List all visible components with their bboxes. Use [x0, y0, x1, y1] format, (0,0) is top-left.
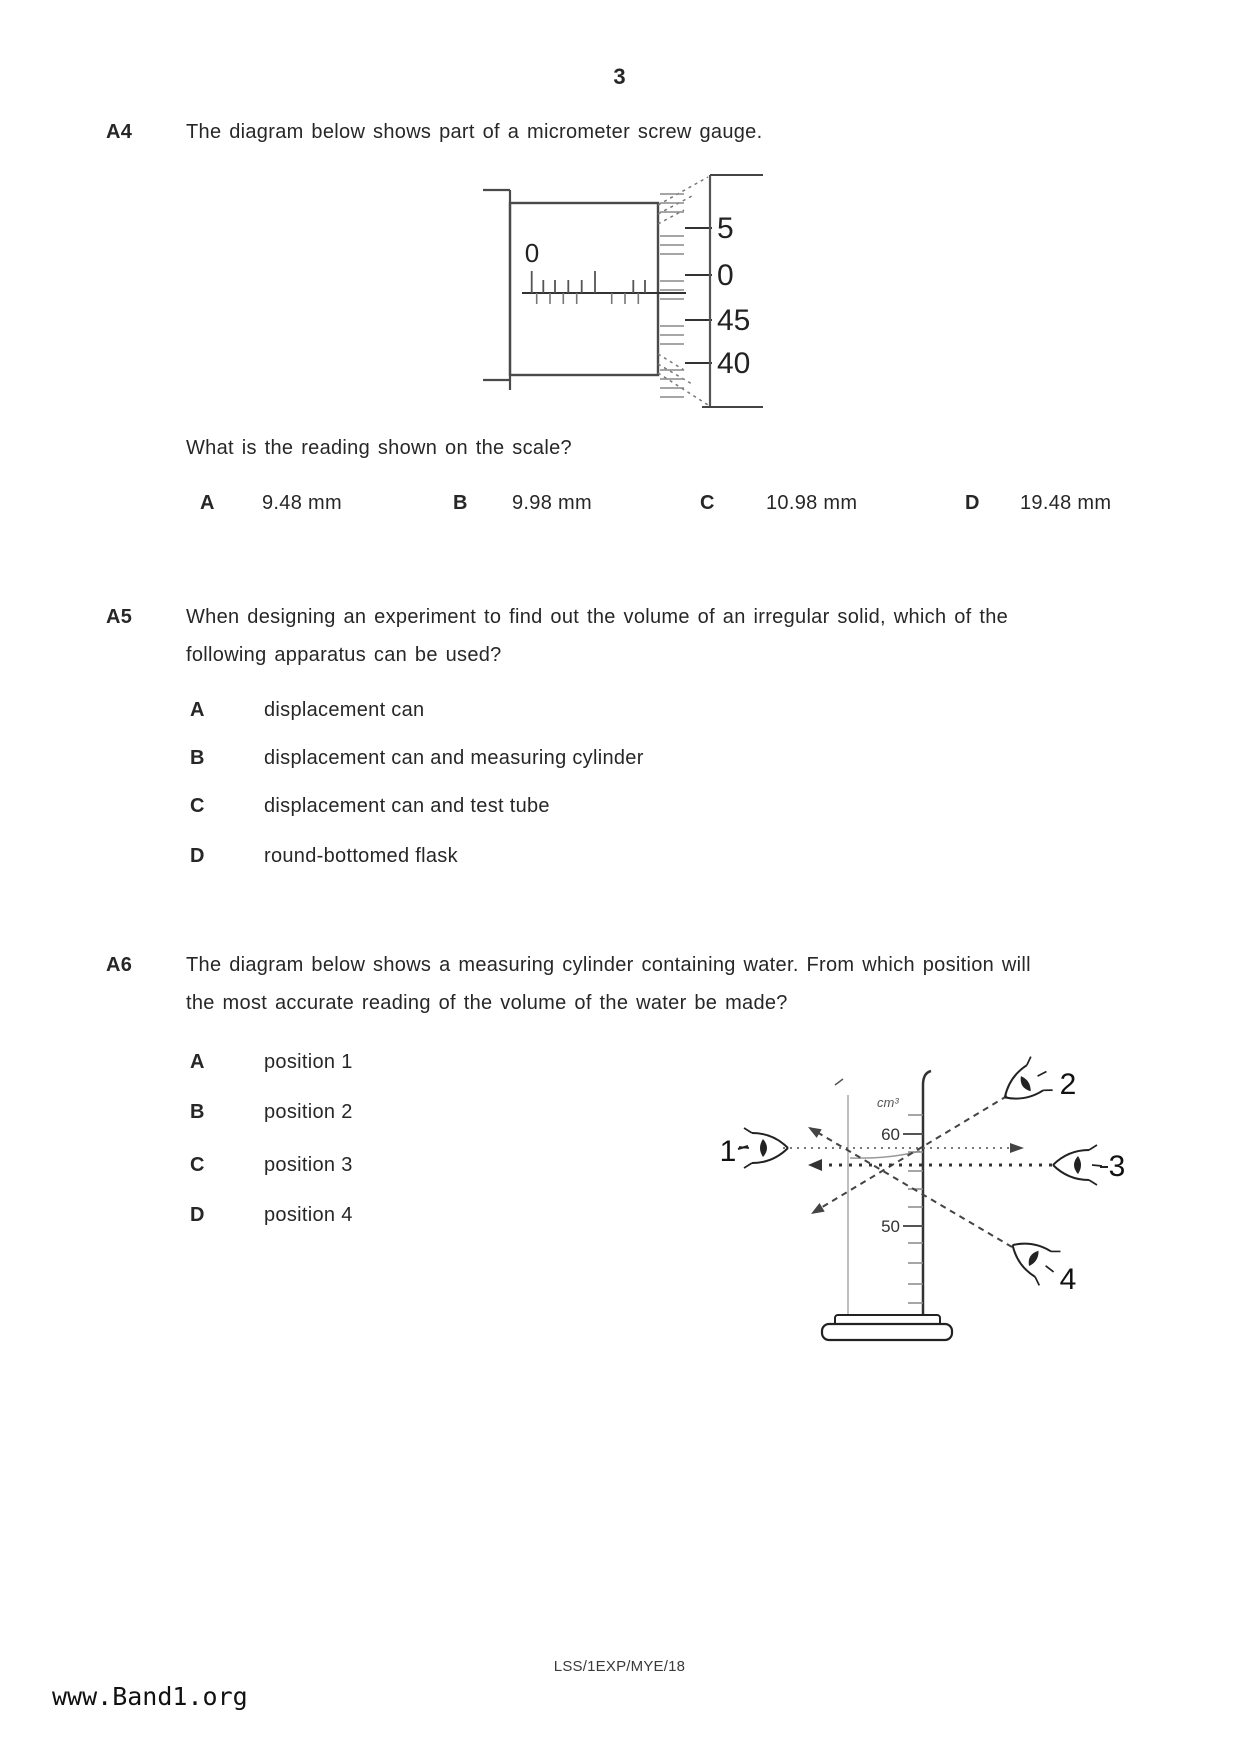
micrometer-diagram — [470, 148, 780, 414]
thimble-cone-hatching — [658, 177, 708, 405]
footer-paper-code: LSS/1EXP/MYE/18 — [553, 1658, 686, 1675]
thimble-label-45: 45 — [717, 304, 751, 337]
option-a6-d-letter: D — [190, 1204, 205, 1226]
question-a6-text-line1: The diagram below shows a measuring cylinder containing water. From which position will — [186, 954, 1031, 976]
thimble-minor-ticks — [660, 194, 684, 397]
eye-position3-icon — [1053, 1145, 1102, 1185]
watermark-url: www.Band1.org — [52, 1682, 248, 1711]
eye-position4-icon — [1002, 1228, 1065, 1288]
option-a6-c-letter: C — [190, 1154, 205, 1176]
main-scale-ticks-lower — [537, 293, 639, 304]
cylinder-right-wall — [923, 1071, 931, 1315]
option-a4-c-text: 10.98 mm — [766, 492, 858, 514]
main-scale-zero: 0 — [524, 238, 540, 268]
measuring-cylinder-diagram — [700, 1055, 1130, 1345]
sightline-position3-arrow — [808, 1159, 822, 1171]
option-a4-c-letter: C — [700, 492, 715, 514]
option-a4-d-letter: D — [965, 492, 980, 514]
sightline-position2-arrow — [811, 1203, 825, 1214]
cylinder-base — [822, 1324, 952, 1340]
thimble-label-5: 5 — [717, 212, 734, 245]
cylinder-left-lip-mark — [835, 1079, 843, 1085]
position-label-1: 1 — [719, 1135, 737, 1168]
option-a5-c-letter: C — [190, 795, 205, 817]
option-a4-b-text: 9.98 mm — [512, 492, 592, 514]
option-a5-a-letter: A — [190, 699, 205, 721]
graduation-label-50: 50 — [881, 1217, 900, 1236]
cylinder-unit-label: cm³ — [877, 1095, 899, 1110]
option-a6-b-letter: B — [190, 1101, 205, 1123]
option-a6-c-text: position 3 — [264, 1154, 353, 1176]
option-a6-a-text: position 1 — [264, 1051, 353, 1073]
question-a6-text-line2: the most accurate reading of the volume of the water be made? — [186, 992, 788, 1014]
sightline-position2 — [814, 1096, 1007, 1212]
graduation-minor-ticks — [908, 1115, 923, 1303]
option-a5-c-text: displacement can and test tube — [264, 795, 550, 817]
sightline-position4 — [810, 1128, 1012, 1247]
position-label-4: 4 — [1059, 1263, 1077, 1296]
position-label-3: 3 — [1108, 1150, 1126, 1183]
question-a6-label: A6 — [106, 954, 133, 976]
graduation-label-60: 60 — [881, 1125, 900, 1144]
option-a6-a-letter: A — [190, 1051, 205, 1073]
option-a6-b-text: position 2 — [264, 1101, 353, 1123]
page-number: 3 — [613, 64, 626, 89]
question-a4-subquestion: What is the reading shown on the scale? — [186, 437, 572, 459]
option-a5-b-letter: B — [190, 747, 205, 769]
option-a5-a-text: displacement can — [264, 699, 425, 721]
option-a4-b-letter: B — [453, 492, 468, 514]
thimble-label-0: 0 — [717, 259, 734, 292]
position-label-2: 2 — [1059, 1068, 1077, 1101]
question-a5-text-line2: following apparatus can be used? — [186, 644, 502, 666]
option-a5-d-text: round-bottomed flask — [264, 845, 458, 867]
thimble-label-40: 40 — [717, 347, 751, 380]
option-a4-a-letter: A — [200, 492, 215, 514]
sightline-position4-arrow — [808, 1127, 822, 1138]
option-a4-a-text: 9.48 mm — [262, 492, 342, 514]
main-scale-ticks-upper — [532, 271, 645, 293]
question-a5-text-line1: When designing an experiment to find out the volume of an irregular solid, which of the — [186, 606, 1009, 628]
question-a5-label: A5 — [106, 606, 133, 628]
question-a4-label: A4 — [106, 121, 133, 143]
option-a5-d-letter: D — [190, 845, 205, 867]
option-a4-d-text: 19.48 mm — [1020, 492, 1112, 514]
question-a4-text: The diagram below shows part of a micrometer screw gauge. — [186, 121, 763, 143]
sightline-position1-arrow — [1010, 1143, 1024, 1153]
micrometer-spindle — [483, 190, 510, 390]
eye-position1-icon — [739, 1128, 788, 1168]
option-a6-d-text: position 4 — [264, 1204, 353, 1226]
thimble-major-ticks — [685, 228, 712, 363]
eye-position2-icon — [994, 1055, 1057, 1114]
option-a5-b-text: displacement can and measuring cylinder — [264, 747, 644, 769]
